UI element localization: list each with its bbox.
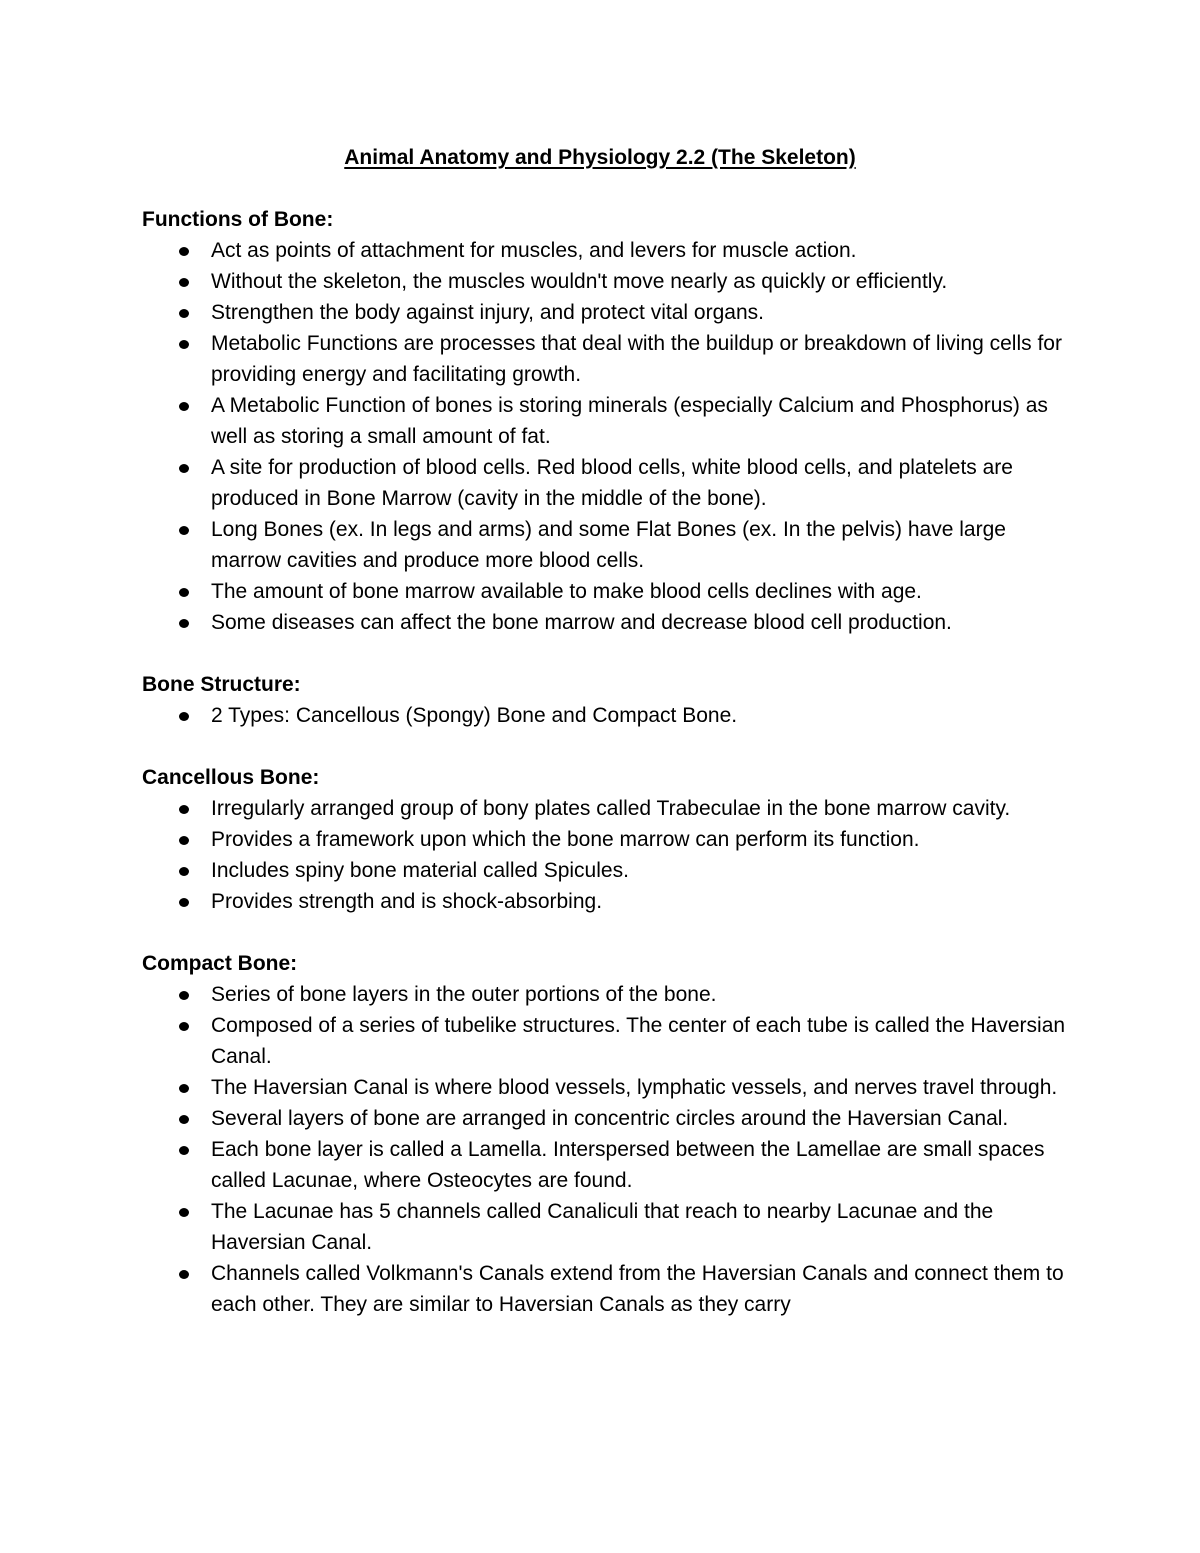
list-item-text: A Metabolic Function of bones is storing minerals (especially Calcium and Phosphorus) as well as storing a small amount of fat. [211, 394, 1048, 448]
bullet-icon [179, 1084, 189, 1093]
section-heading: Bone Structure: [142, 673, 301, 696]
list-item [142, 1196, 1072, 1258]
bullet-icon [179, 1115, 189, 1124]
bullet-icon [179, 278, 189, 287]
list-item [142, 328, 1072, 390]
bullet-icon [179, 836, 189, 845]
section-heading: Cancellous Bone: [142, 766, 320, 789]
list-item [142, 1103, 1072, 1134]
page-title: Animal Anatomy and Physiology 2.2 (The Skeleton) [344, 146, 856, 169]
list-item-text: Channels called Volkmann's Canals extend from the Haversian Canals and connect them to each other. They are similar to Haversian Canals as they carry [211, 1262, 1064, 1316]
list-item-text: Strengthen the body against injury, and protect vital organs. [211, 301, 764, 324]
list-item-text: Irregularly arranged group of bony plates called Trabeculae in the bone marrow cavity. [211, 797, 1011, 820]
list-item [142, 1134, 1072, 1196]
list-item [142, 1072, 1072, 1103]
bullet-list [142, 700, 1072, 731]
list-item-text: Series of bone layers in the outer portions of the bone. [211, 983, 717, 1006]
list-item [142, 793, 1072, 824]
list-item [142, 297, 1072, 328]
list-item-text: Provides a framework upon which the bone marrow can perform its function. [211, 828, 920, 851]
list-item-text: Each bone layer is called a Lamella. Interspersed between the Lamellae are small spaces called Lacunae, where Osteocytes are found. [211, 1138, 1045, 1192]
list-item-text: Provides strength and is shock-absorbing. [211, 890, 603, 913]
bullet-icon [179, 898, 189, 907]
bullet-icon [179, 1270, 189, 1279]
section-heading: Functions of Bone: [142, 208, 334, 231]
list-item [142, 235, 1072, 266]
list-item-text: The Lacunae has 5 channels called Canaliculi that reach to nearby Lacunae and the Haversian Canal. [211, 1200, 994, 1254]
list-item [142, 824, 1072, 855]
list-item [142, 855, 1072, 886]
bullet-icon [179, 991, 189, 1000]
bullet-list [142, 235, 1072, 638]
document-body [142, 204, 1072, 1351]
list-item-text: Metabolic Functions are processes that deal with the buildup or breakdown of living cells for providing energy and facilitating growth. [211, 332, 1062, 386]
bullet-icon [179, 340, 189, 349]
list-item-text: 2 Types: Cancellous (Spongy) Bone and Compact Bone. [211, 704, 738, 727]
list-item [142, 390, 1072, 452]
bullet-icon [179, 619, 189, 628]
bullet-icon [179, 247, 189, 256]
list-item-text: Act as points of attachment for muscles, and levers for muscle action. [211, 239, 857, 262]
bullet-icon [179, 1208, 189, 1217]
section-bone-structure [142, 669, 1072, 731]
section-functions-of-bone [142, 204, 1072, 638]
section-compact-bone [142, 948, 1072, 1320]
list-item-text: Without the skeleton, the muscles wouldn't move nearly as quickly or efficiently. [211, 270, 948, 293]
bullet-icon [179, 402, 189, 411]
list-item [142, 607, 1072, 638]
bullet-icon [179, 1022, 189, 1031]
list-item [142, 266, 1072, 297]
list-item-text: Composed of a series of tubelike structures. The center of each tube is called the Haversian Canal. [211, 1014, 1066, 1068]
bullet-icon [179, 867, 189, 876]
list-item [142, 886, 1072, 917]
section-cancellous-bone [142, 762, 1072, 917]
bullet-icon [179, 712, 189, 721]
bullet-icon [179, 588, 189, 597]
list-item [142, 576, 1072, 607]
list-item-text: Some diseases can affect the bone marrow and decrease blood cell production. [211, 611, 952, 634]
bullet-icon [179, 805, 189, 814]
list-item [142, 979, 1072, 1010]
list-item [142, 452, 1072, 514]
list-item-text: Several layers of bone are arranged in concentric circles around the Haversian Canal. [211, 1107, 1009, 1130]
list-item [142, 700, 1072, 731]
list-item-text: The Haversian Canal is where blood vessels, lymphatic vessels, and nerves travel through. [211, 1076, 1058, 1099]
bullet-icon [179, 309, 189, 318]
bullet-icon [179, 464, 189, 473]
list-item-text: Long Bones (ex. In legs and arms) and some Flat Bones (ex. In the pelvis) have large marrow cavities and produce more blood cells. [211, 518, 1006, 572]
section-heading: Compact Bone: [142, 952, 298, 975]
bullet-icon [179, 1146, 189, 1155]
list-item [142, 1258, 1072, 1320]
list-item [142, 1010, 1072, 1072]
bullet-list [142, 793, 1072, 917]
list-item-text: Includes spiny bone material called Spicules. [211, 859, 629, 882]
bullet-icon [179, 526, 189, 535]
list-item-text: A site for production of blood cells. Red blood cells, white blood cells, and platelets are produced in Bone Marrow (cavity in the middle of the bone). [211, 456, 1013, 510]
list-item [142, 514, 1072, 576]
list-item-text: The amount of bone marrow available to make blood cells declines with age. [211, 580, 922, 603]
bullet-list [142, 979, 1072, 1320]
